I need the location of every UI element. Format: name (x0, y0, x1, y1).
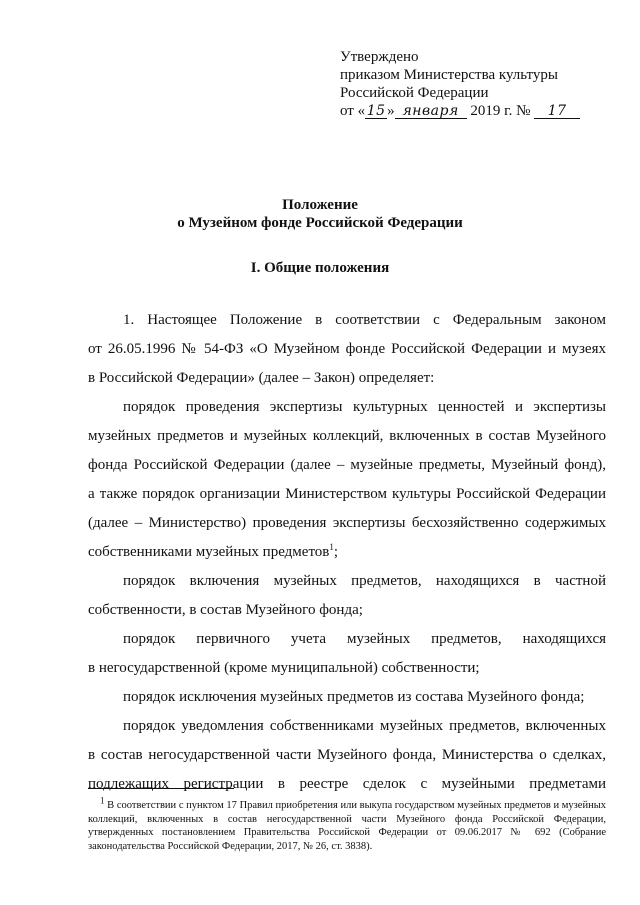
text-line: порядок проведения экспертизы культурных ценностей и экспертизы (123, 399, 606, 415)
text-line: собственниками музейных предметов (88, 544, 330, 560)
text-line: в негосударственной (кроме муниципальной) собственности; (88, 660, 480, 676)
footnote-line: В соответствии с пунктом 17 Правил приобретения или выкупа государством музейных предметов и музейных (107, 800, 606, 811)
approval-block (340, 48, 610, 120)
text-line: (далее – Министерство) проведения экспертизы бесхозяйственно содержимых (88, 515, 606, 531)
text-line: 1. Настоящее Положение в соответствии с Федеральным законом (123, 312, 606, 328)
approval-heading: Утверждено (340, 49, 419, 65)
order-quote-close: » (387, 103, 395, 119)
footnote-marker: 1 (100, 795, 105, 806)
footnote-reference: 1 (329, 542, 334, 552)
text-line: фонда Российской Федерации (далее – музейные предметы, Музейный фонд), (88, 457, 606, 473)
text-line: подлежащих регистрации в реестре сделок с музейными предметами (88, 776, 606, 792)
order-date-line (340, 102, 610, 120)
footnote-first-line (88, 795, 606, 813)
text-line: собственности, в состав Музейного фонда; (88, 602, 363, 618)
footnote-line: утвержденных постановлением Правительства Российской Федерации от 09.06.2017 № 692 (Собрание (88, 827, 606, 838)
order-date-prefix: от « (340, 103, 366, 119)
line-end-punctuation: ; (333, 544, 339, 560)
text-line: порядок первичного учета музейных предметов, находящихся (123, 631, 606, 647)
footnote-line: законодательства Российской Федерации, 2017, № 26, ст. 3838). (88, 840, 373, 852)
order-day: 15 (366, 103, 386, 119)
document-title: Положение (282, 197, 358, 213)
footnote-separator (88, 788, 234, 789)
footnote-line: коллекций, включенных в состав негосударственной части Музейного фонда Российской Федерации, (88, 813, 606, 825)
footnote (88, 795, 606, 853)
section-heading: I. Общие положения (250, 260, 390, 276)
text-line: от 26.05.1996 № 54-ФЗ «О Музейном фонде Российской Федерации и музеях (88, 341, 606, 357)
document-subtitle: о Музейном фонде Российской Федерации (177, 215, 463, 231)
text-line: в состав негосударственной части Музейного фонда, Министерства о сделках, (88, 747, 606, 763)
order-year: 2019 г. № (470, 103, 531, 119)
text-line: порядок исключения музейных предметов из состава Музейного фонда; (123, 689, 585, 705)
body-text (88, 306, 606, 799)
text-line: порядок включения музейных предметов, находящихся в частной (123, 573, 606, 589)
approval-order-of: приказом Министерства культуры (340, 67, 558, 83)
text-line: в Российской Федерации» (далее – Закон) определяет: (88, 370, 435, 386)
order-month: января (395, 104, 467, 119)
order-number: 17 (534, 104, 580, 119)
text-line: музейных предметов и музейных коллекций, включенных в состав Музейного (88, 428, 606, 444)
text-line: а также порядок организации Министерством культуры Российской Федерации (88, 486, 606, 502)
approval-country: Российской Федерации (340, 85, 489, 101)
text-line-with-footnote (88, 538, 606, 567)
text-line: порядок уведомления собственниками музейных предметов, включенных (123, 718, 606, 734)
